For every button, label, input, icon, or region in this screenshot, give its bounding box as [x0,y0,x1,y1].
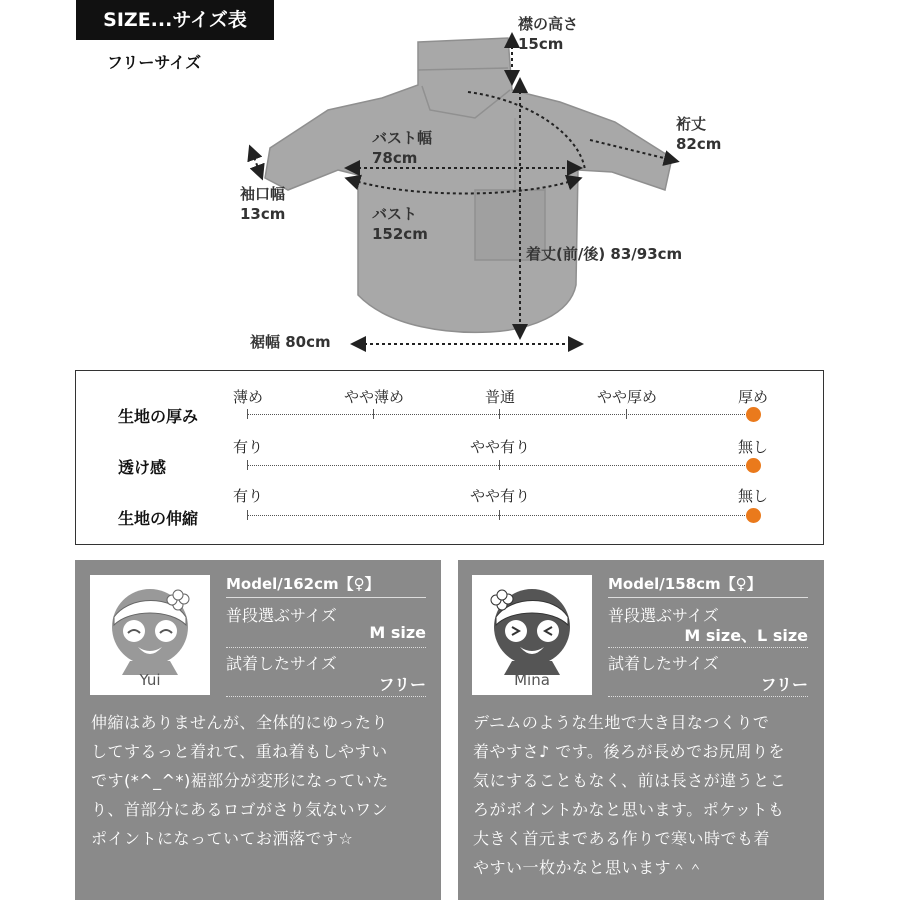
thickness-indicator-dot [746,407,761,422]
stretch-scale [248,515,753,516]
tick [499,460,500,470]
cuff-width-label: 袖口幅 13cm [240,185,286,223]
avatar-name-yui: Yui [139,671,161,689]
sheerness-label: 透け感 [118,458,167,477]
avatar-yui [90,575,210,695]
tick [247,409,248,419]
tick [626,409,627,419]
tick [499,510,500,520]
tried-size-value: フリー [760,675,808,694]
thickness-level-3: 普通 [484,388,516,406]
tick [247,510,248,520]
hem-width-label: 裾幅 80cm [250,333,331,351]
collar-height-label: 襟の高さ 15cm [518,15,579,53]
divider [226,696,426,697]
divider [226,647,426,648]
model-comment-yui: 伸縮はありませんが、全体的にゆったり してするっと着れて、重ね着もしやすい です(*^_^*)裾部分が変形になっていた り、首部分にあるロゴがさり気ないワン ポイントになっていてお洒落です☆ [91,713,389,848]
divider [608,597,808,598]
stretch-label: 生地の伸縮 [118,509,199,528]
stretch-indicator-dot [746,508,761,523]
length-label: 着丈(前/後) 83/93cm [526,245,683,263]
garment-diagram [240,30,683,360]
sheer-indicator-dot [746,458,761,473]
tried-size-label: 試着したサイズ [226,654,337,673]
thickness-level-4: やや厚め [596,388,658,406]
model-name-yui: Model/162cm【♀】 [226,575,380,593]
tick [247,460,248,470]
tick [373,409,374,419]
divider [608,647,808,648]
divider [608,696,808,697]
sheer-level-2: やや有り [469,438,531,456]
thickness-scale [248,414,753,415]
model-name-mina: Model/158cm【♀】 [608,575,762,593]
stretch-level-1: 有り [232,487,264,505]
bust-label: バスト 152cm [372,205,428,243]
bust-width-label: バスト幅 78cm [372,129,433,167]
size-chart-title: SIZE...サイズ表 [76,0,274,40]
cuff-arrow [252,152,260,173]
garment-shape [265,38,672,332]
tried-size-value: フリー [378,675,426,694]
sheer-scale [248,465,753,466]
thickness-level-2: やや薄め [343,388,405,406]
thickness-level-5: 厚め [737,388,769,406]
stretch-level-3: 無し [737,487,769,505]
usual-size-label: 普段選ぶサイズ [226,606,337,625]
avatar-name-mina: Mina [514,671,550,689]
model-comment-mina: デニムのような生地で大き目なつくりで 着やすさ♪ です。後ろが長めでお尻周りを 気にすることもなく、前は長さが違うとこ ろがポイントかなと思います。ポケットも 大きく首元まである作りで寒い時でも着 やすい一枚かなと思います＾＾ [473,713,787,877]
sheer-level-3: 無し [737,438,769,456]
stretch-level-2: やや有り [469,487,531,505]
tick [499,409,500,419]
sleeve-length-label: 裄丈 82cm [676,115,722,153]
free-size-label: フリーサイズ [107,53,202,72]
tried-size-label: 試着したサイズ [608,654,719,673]
usual-size-label: 普段選ぶサイズ [608,606,719,625]
sheer-level-1: 有り [232,438,264,456]
usual-size-value: M size、L size [684,626,808,645]
avatar-mina [472,575,592,695]
thickness-label: 生地の厚み [118,407,199,426]
thickness-level-1: 薄め [232,388,264,406]
divider [226,597,426,598]
usual-size-value: M size [369,623,426,642]
